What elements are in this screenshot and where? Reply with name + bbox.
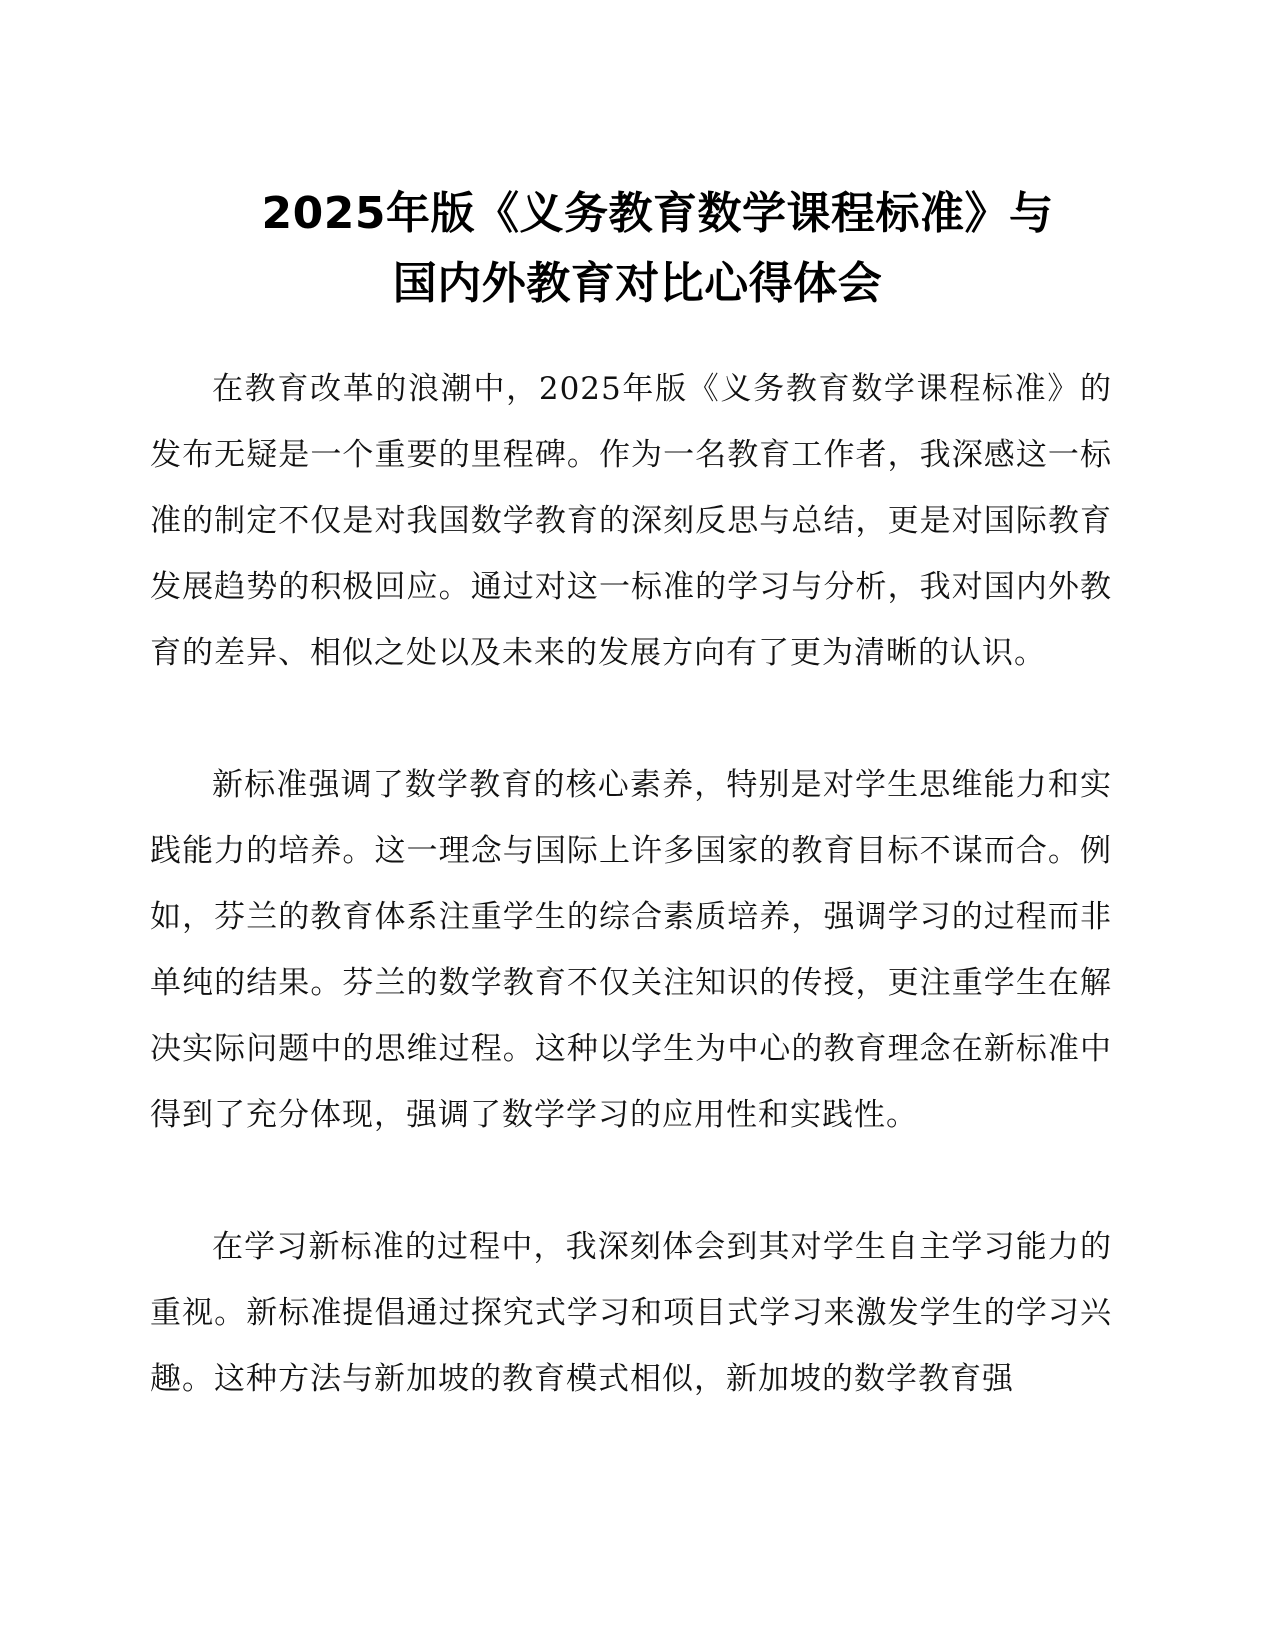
paragraph-1: 在教育改革的浪潮中，2025年版《义务教育数学课程标准》的发布无疑是一个重要的里程碑。作为一名教育工作者，我深感这一标准的制定不仅是对我国数学教育的深刻反思与总结，更是对国际教育发展趋势的积极回应。通过对这一标准的学习与分析，我对国内外教育的差异、相似之处以及未来的发展方向有了更为清晰的认识。 — [150, 371, 1112, 671]
document-body — [150, 356, 1112, 1412]
paragraph-2: 新标准强调了数学教育的核心素养，特别是对学生思维能力和实践能力的培养。这一理念与国际上许多国家的教育目标不谋而合。例如，芬兰的教育体系注重学生的综合素质培养，强调学习的过程而非单纯的结果。芬兰的数学教育不仅关注知识的传授，更注重学生在解决实际问题中的思维过程。这种以学生为中心的教育理念在新标准中得到了充分体现，强调了数学学习的应用性和实践性。 — [150, 767, 1112, 1133]
paragraph-3: 在学习新标准的过程中，我深刻体会到其对学生自主学习能力的重视。新标准提倡通过探究式学习和项目式学习来激发学生的学习兴趣。这种方法与新加坡的教育模式相似，新加坡的数学教育强 — [150, 1229, 1112, 1397]
title-line-1: 2025年版《义务教育数学课程标准》与 — [261, 188, 1054, 240]
title-line-2: 国内外教育对比心得体会 — [392, 258, 883, 310]
document-title — [150, 179, 1125, 319]
